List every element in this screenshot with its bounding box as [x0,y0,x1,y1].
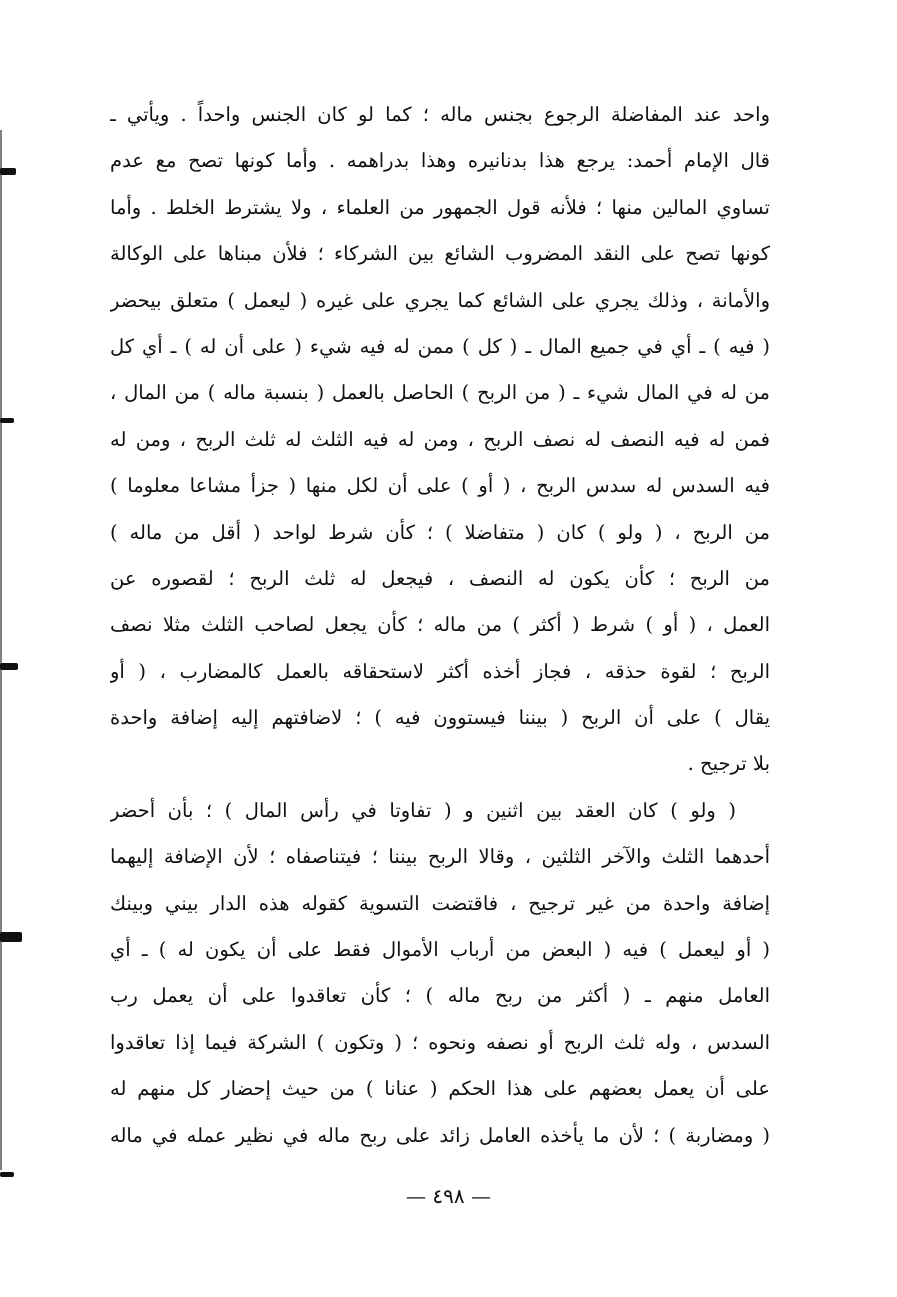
text-line: واحد عند المفاضلة الرجوع بجنس ماله ؛ كما لو كان الجنس واحداً . ويأتي ـ [110,103,770,126]
text-line: من الربح ، ( ولو ) كان ( متفاضلا ) ؛ كأن شرط لواحد ( أقل من ماله ) [110,520,770,544]
scan-edge-mark [0,932,22,942]
text-line: ( ومضاربة ) ؛ لأن ما يأخذه العامل زائد على ربح ماله في نظير عمله في ماله [110,1123,770,1147]
text-line: كونها تصح على النقد المضروب الشائع بين الشركاء ؛ فلأن مبناها على الوكالة [110,242,770,266]
text-line: فيه السدس له سدس الربح ، ( أو ) على أن لكل منها ( جزأ مشاعا معلوما ) [110,474,770,498]
text-line: إضافة واحدة من غير ترجيح ، فاقتضت التسوية كقوله هذه الدار بيني وبينك [110,891,770,915]
text-line: العمل ، ( أو ) شرط ( أكثر ) من ماله ؛ كأن يجعل لصاحب الثلث مثلا نصف [110,613,770,637]
scan-edge-line [0,130,2,1170]
text-line: من له في المال شيء ـ ( من الربح ) الحاصل بالعمل ( بنسبة ماله ) من المال ، [110,381,770,405]
text-line: والأمانة ، وذلك يجري على الشائع كما يجري على غيره ( ليعمل ) متعلق بيحضر [110,288,770,312]
scan-edge-mark [0,168,16,175]
scan-edge-mark [0,1172,14,1177]
text-line: السدس ، وله ثلث الربح أو نصفه ونحوه ؛ ( وتكون ) الشركة فيما إذا تعاقدوا [110,1030,770,1054]
scan-edge-mark [0,418,14,423]
page-number: — ٤٩٨ — [406,1184,491,1208]
text-line: أحدهما الثلث والآخر الثلثين ، وقالا الربح بيننا ؛ فيتناصفاه ؛ لأن الإضافة إليهما [110,845,770,869]
text-line: ( ولو ) كان العقد بين اثنين و ( تفاوتا في رأس المال ) ؛ بأن أحضر [110,798,736,822]
body-text [110,92,770,1159]
text-line: قال الإمام أحمد: يرجع هذا بدنانيره وهذا بدراهمه . وأما كونها تصح مع عدم [110,149,770,173]
text-line: الربح ؛ لقوة حذقه ، فجاز أخذه أكثر لاستحقاقه بالعمل كالمضارب ، ( أو [110,659,770,683]
text-line: بلا ترجيح . [687,752,770,776]
scan-edge-mark [0,663,18,670]
text-line: فمن له فيه النصف له نصف الربح ، ومن له فيه الثلث له ثلث الربح ، ومن له [110,427,770,451]
text-line: ( أو ليعمل ) فيه ( البعض من أرباب الأموال فقط على أن يكون له ) ـ أي [110,938,770,962]
text-line: من الربح ؛ كأن يكون له النصف ، فيجعل له ثلث الربح ؛ لقصوره عن [110,566,770,590]
text-line: ( فيه ) ـ أي في جميع المال ـ ( كل ) ممن له فيه شيء ( على أن له ) ـ أي كل [110,334,770,358]
text-line: يقال ) على أن الربح ( بيننا فيستوون فيه ) ؛ لاضافتهم إليه إضافة واحدة [110,706,770,730]
text-line: على أن يعمل بعضهم على هذا الحكم ( عنانا ) من حيث إحضار كل منهم له [110,1077,770,1101]
text-line: تساوي المالين منها ؛ فلأنه قول الجمهور من العلماء ، ولا يشترط الخلط . وأما [110,195,770,219]
text-line: العامل منهم ـ ( أكثر من ربح ماله ) ؛ كأن تعاقدوا على أن يعمل رب [110,984,770,1008]
